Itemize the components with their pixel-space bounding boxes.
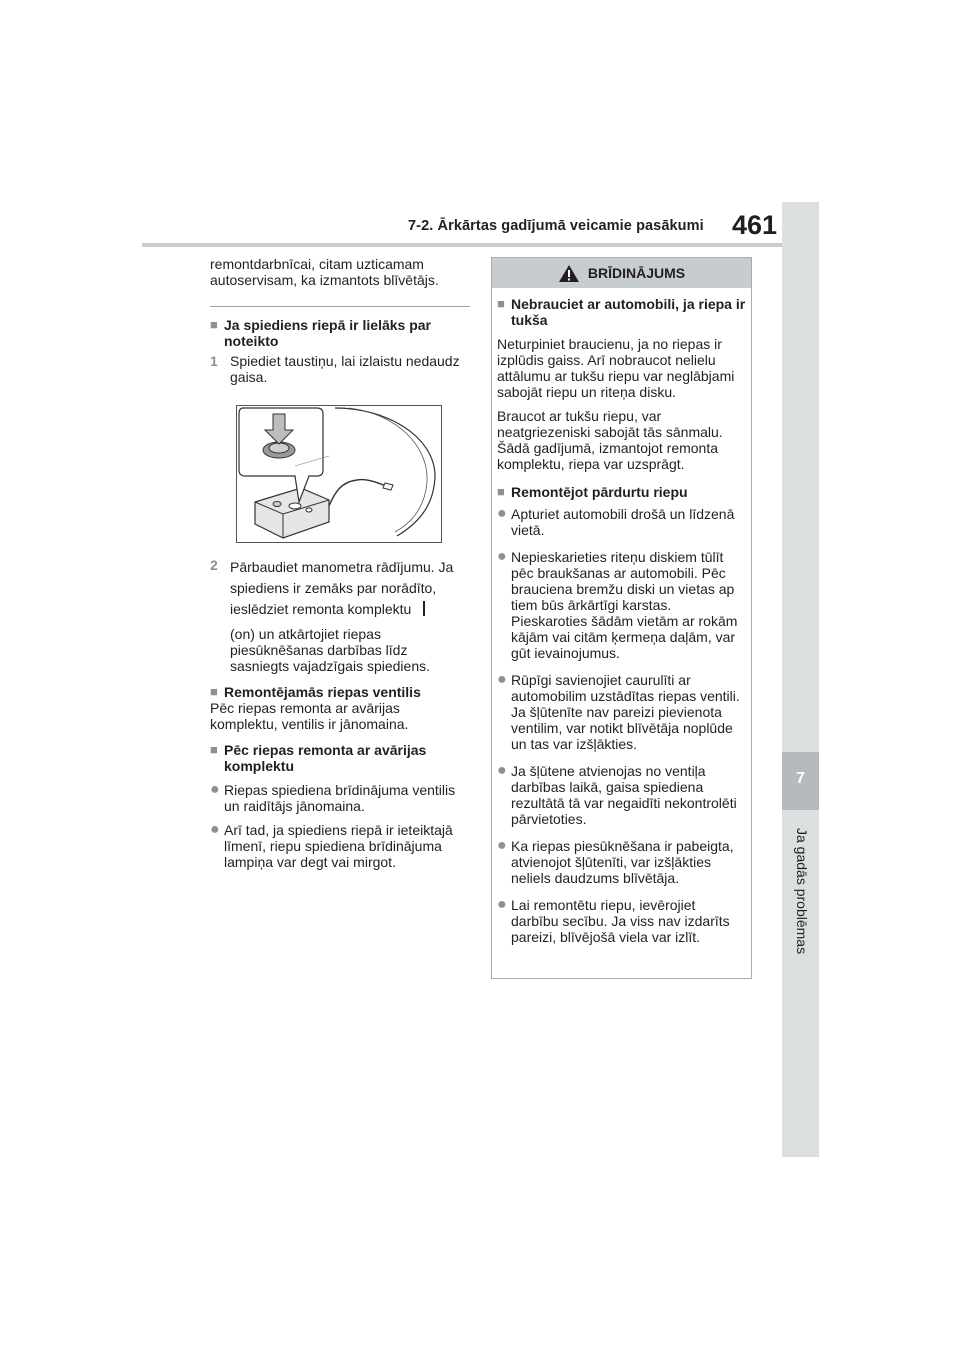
warning-triangle-icon: [558, 264, 580, 283]
warning-header: [492, 258, 751, 288]
paragraph: Neturpiniet braucienu, ja no riepas ir izplūdis gaiss. Arī nobraucot nelielu attālumu ar tukšu riepu var neglābjami sabojāt riepu un riteņa disku.: [497, 336, 735, 400]
warning-box: [491, 257, 752, 979]
step-number: 2: [210, 557, 218, 573]
intro-text: remontdarbnīcai, citam uzticamam autoservisam, ka izmantots blīvētājs.: [210, 256, 439, 288]
list-item: ● Rūpīgi savienojiet caurulīti ar automobilim uzstādītas riepas ventili. Ja šļūtenīte nav pareizi pievienota ventilim, var notikt blīvētāja noplūde un tas var izšļākties.: [497, 671, 740, 752]
warning-title: BRĪDINĀJUMS: [587, 265, 686, 281]
square-bullet-icon: ■: [210, 317, 218, 332]
circle-bullet-icon: ●: [497, 548, 507, 565]
section-title: 7-2. Ārkārtas gadījumā veicamie pasākumi: [408, 218, 704, 234]
list-item: ● Riepas spiediena brīdinājuma ventilis un raidītājs jānomaina.: [210, 781, 456, 814]
left-column: [210, 256, 470, 870]
section-heading: [210, 684, 470, 700]
square-bullet-icon: ■: [210, 742, 218, 757]
list-item: ● Ka riepas piesūknēšana ir pabeigta, atvienojot šļūtenīti, var izšļākties neliels daudzums blīvētāja.: [497, 837, 734, 886]
circle-bullet-icon: ●: [497, 671, 507, 688]
section-heading: ■ Nebrauciet ar automobili, ja riepa ir tukša: [497, 296, 746, 328]
circle-bullet-icon: ●: [497, 896, 507, 913]
square-bullet-icon: ■: [497, 484, 505, 499]
square-bullet-icon: ■: [210, 684, 218, 699]
compressor-button-illustration: [237, 406, 441, 542]
heading-text: Ja spiediens riepā ir lielāks par noteikto: [224, 317, 431, 349]
repair-kit-illustration: [236, 405, 442, 543]
chapter-side-tab: [782, 202, 819, 1157]
heading-text: Pēc riepas remonta ar avārijas komplektu: [224, 742, 427, 774]
list-item: ● Nepieskarieties riteņu diskiem tūlīt pēc braukšanas ar automobili. Pēc brauciena bremžu diski un vietas ap tiem būs ārkārtīgi karstas. Pieskaroties šādām vietām ar rokām kājām vai citām ķermeņa daļām, var gūt ievainojumus.: [497, 548, 738, 661]
chapter-label: Ja gadās problēmas: [794, 828, 810, 955]
warning-body: [492, 288, 751, 945]
chapter-number: 7: [796, 770, 805, 787]
circle-bullet-icon: ●: [497, 762, 507, 779]
list-item: ● Ja šļūtene atvienojas no ventiļa darbības laikā, gaisa spiediena rezultātā tā var negaidīti nekontrolēti pārvietoties.: [497, 762, 737, 827]
circle-bullet-icon: ●: [210, 781, 220, 798]
step-number: 1: [210, 353, 218, 369]
circle-bullet-icon: ●: [497, 837, 507, 854]
header-rule: [142, 243, 782, 247]
paragraph: Braucot ar tukšu riepu, var neatgriezeniski sabojāt tās sānmalu. Šādā gadījumā, izmantojot remonta komplektu, riepa var uzsprāgt.: [497, 408, 723, 472]
step-1: [210, 353, 470, 385]
paragraph: Pēc riepas remonta ar avārijas komplektu, ventilis ir jānomaina.: [210, 700, 409, 732]
list-item: ● Arī tad, ja spiediens riepā ir ieteiktajā līmenī, riepu spiediena brīdinājuma lampiņa var degt vai mirgot.: [210, 821, 453, 870]
section-separator: [210, 306, 470, 307]
list-item: ● Lai remontētu riepu, ievērojiet darbību secību. Ja viss nav izdarīts pareizi, blīvējošā viela var izlīt.: [497, 896, 730, 945]
square-bullet-icon: ■: [497, 296, 505, 311]
heading-text: Remontējamās riepas ventilis: [224, 684, 421, 700]
step-text-continued: (on) un atkārtojiet riepas piesūknēšanas darbības līdz sasniegts vajadzīgais spiediens.: [230, 626, 431, 674]
step-text: Spiediet taustiņu, lai izlaistu nedaudz gaisa.: [230, 353, 460, 385]
circle-bullet-icon: ●: [210, 821, 220, 838]
list-item: ● Apturiet automobili drošā un līdzenā vietā.: [497, 505, 735, 538]
step-text: Pārbaudiet manometra rādījumu. Ja spiediens ir zemāks par norādīto, ieslēdziet remonta komplektu: [230, 559, 454, 617]
circle-bullet-icon: ●: [497, 505, 507, 522]
section-heading: [210, 742, 470, 774]
section-heading: [210, 317, 470, 349]
section-heading: ■ Remontējot pārdurtu riepu: [497, 484, 688, 500]
power-switch-icon: [423, 601, 425, 616]
page-number: 461: [732, 210, 778, 240]
step-2: [210, 557, 470, 674]
